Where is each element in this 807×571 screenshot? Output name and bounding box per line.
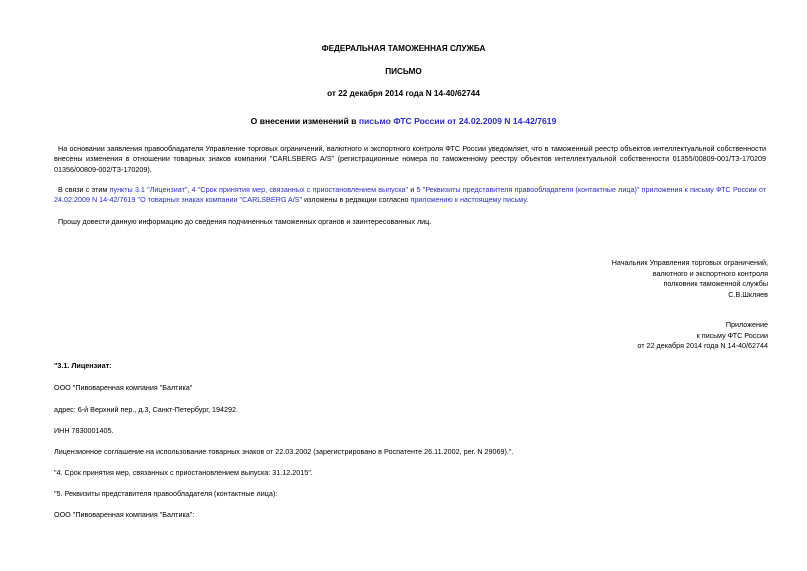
doc-date-line: от 22 декабря 2014 года N 14-40/62744 bbox=[327, 89, 480, 98]
agency-title: ФЕДЕРАЛЬНАЯ ТАМОЖЕННАЯ СЛУЖБА bbox=[321, 44, 486, 53]
p2-text-1: В связи с этим bbox=[58, 185, 110, 194]
section-3-1-heading: "3.1. Лицензиат: bbox=[54, 361, 112, 370]
paragraph-3: Прошу довести данную информацию до сведения подчиненных таможенных органов и заинтересованных лиц. bbox=[58, 217, 432, 226]
signature-name: С.В.Шкляев bbox=[728, 289, 768, 299]
paragraph-1: На основании заявления правообладателя Управление торговых ограничений, валютного и экспортного контроля ФТС России уведомляет, что в таможенный реестр объектов интеллектуальной собственности внесены изменения в отношении товарных знаков компании "CARLSBERG A/S" (регистрационные номера по таможенному реестру объектов интеллектуальной собственности 01355/00809-001/ТЗ-170209 01356/00809-002/ТЗ-170209). bbox=[54, 144, 766, 174]
p2-text-4: изложены в редакции согласно bbox=[302, 195, 411, 205]
doc-type-title: ПИСЬМО bbox=[385, 67, 422, 76]
p2-text-5: . bbox=[526, 195, 529, 205]
org-name-2: ООО "Пивоваренная компания "Балтика": bbox=[54, 510, 195, 519]
org-name-1: ООО "Пивоваренная компания "Балтика" bbox=[54, 383, 193, 392]
signature-line-3: полковник таможенной службы bbox=[663, 279, 768, 289]
subject-prefix: О внесении изменений в bbox=[250, 116, 359, 126]
appendix-block bbox=[560, 320, 768, 352]
subject-line bbox=[0, 116, 807, 126]
p2-text-3: и bbox=[408, 185, 417, 194]
signature-line-2: валютного и экспортного контроля bbox=[652, 268, 768, 278]
p2-text-2: , bbox=[187, 185, 192, 194]
signature-line-1: Начальник Управления торговых ограничений, bbox=[611, 258, 768, 267]
appendix-line-3: от 22 декабря 2014 года N 14-40/62744 bbox=[637, 341, 768, 351]
link-appendix[interactable]: приложению к настоящему письму bbox=[410, 195, 527, 205]
appendix-line-2: к письму ФТС России bbox=[696, 330, 768, 340]
license-line: Лицензионное соглашение на использование товарных знаков от 22.03.2002 (зарегистрировано в Роспатенте 26.11.2002, рег. N 29069).". bbox=[54, 447, 514, 456]
link-item-3-1[interactable]: пункты 3.1 "Лицензиат" bbox=[109, 185, 188, 194]
representative-heading: "5. Реквизиты представителя правообладателя (контактные лица): bbox=[54, 489, 278, 498]
paragraph-2 bbox=[54, 185, 766, 206]
address-line: адрес: 6-й Верхний пер., д.3, Санкт-Петербург, 194292. bbox=[54, 405, 238, 414]
term-line: "4. Срок принятия мер, связанных с приостановлением выпуска: 31.12.2015". bbox=[54, 468, 313, 477]
appendix-line-1: Приложение bbox=[725, 320, 768, 329]
signature-block bbox=[560, 258, 768, 300]
link-item-4[interactable]: 4 "Срок принятия мер, связанных с приостановлением выпуска" bbox=[191, 185, 409, 194]
link-item-5[interactable]: 5 "Реквизиты представителя правообладателя (контактные лица)" приложения к письму ФТС России от 24.02.2009 N 14-42/7619 "О товарных знаках компании "CARLSBERG A/S" bbox=[54, 185, 767, 205]
subject-link[interactable]: письмо ФТС России от 24.02.2009 N 14-42/7619 bbox=[358, 116, 557, 126]
inn-line: ИНН 7830001405. bbox=[54, 426, 114, 435]
